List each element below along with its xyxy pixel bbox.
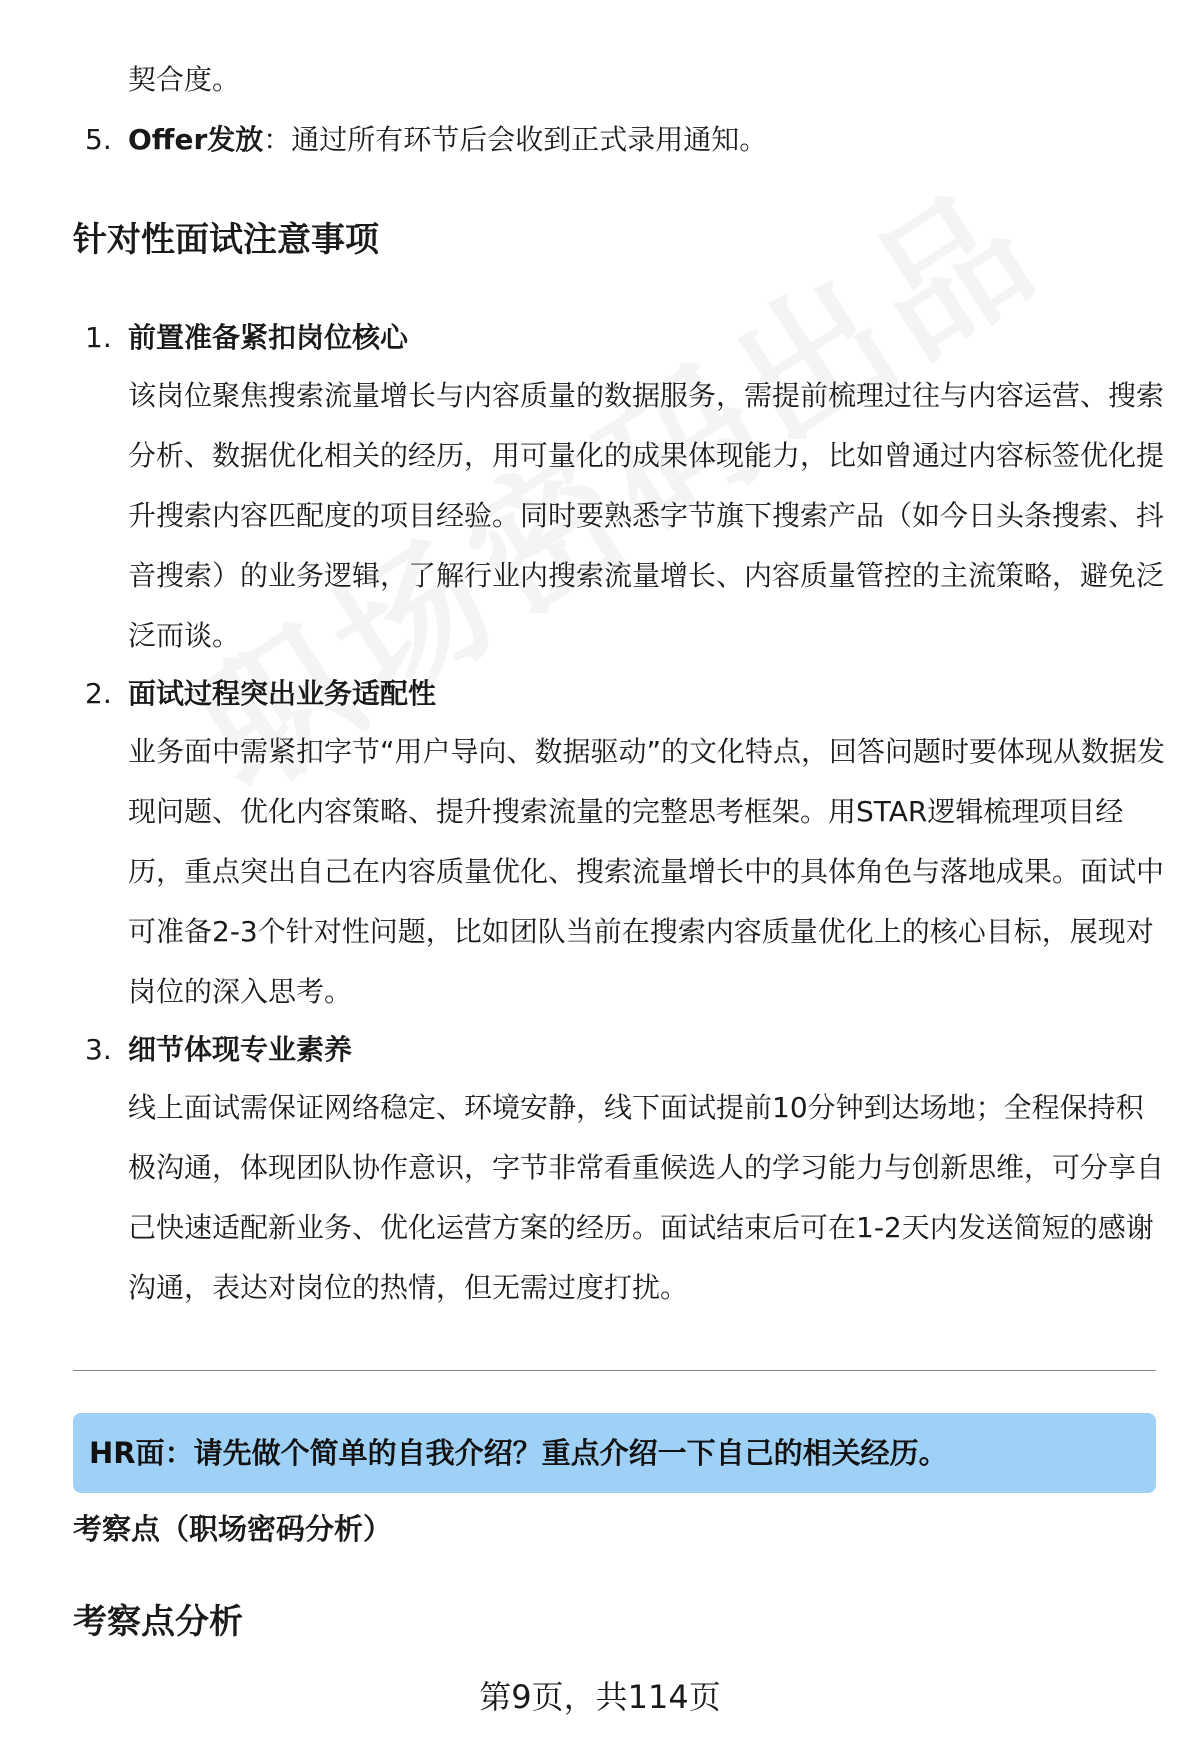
list-item-body: 业务面中需紧扣字节“用户导向、数据驱动”的文化特点，回答问题时要体现从数据发现问题、优化内容策略、提升搜索流量的完整思考框架。用STAR逻辑梳理项目经历，重点突出自己在内容质量优化、搜索流量增长中的具体角色与落地成果。面试中可准备2-3个针对性问题，比如团队当前在搜索内容质量优化上的核心目标，展现对岗位的深入思考。	[128, 735, 1166, 1008]
list-number: 5.	[85, 123, 112, 156]
list-item-text: ：通过所有环节后会收到正式录用通知。	[263, 123, 768, 156]
list-number: 3.	[85, 1033, 112, 1066]
list-item	[85, 1022, 1165, 1318]
section-heading-notes: 针对性面试注意事项	[73, 220, 379, 260]
horizontal-divider	[73, 1370, 1156, 1371]
notes-list	[85, 310, 1165, 1318]
list-item-title: 前置准备紧扣岗位核心	[128, 321, 409, 354]
examination-point-label: 考察点（职场密码分析）	[73, 1512, 393, 1546]
list-item-5	[85, 110, 767, 170]
hr-question-text: HR面：请先做个简单的自我介绍？重点介绍一下自己的相关经历。	[89, 1436, 948, 1470]
section-heading-analysis: 考察点分析	[73, 1602, 243, 1642]
list-item-body: 线上面试需保证网络稳定、环境安静，线下面试提前10分钟到达场地；全程保持积极沟通，体现团队协作意识，字节非常看重候选人的学习能力与创新思维，可分享自己快速适配新业务、优化运营方案的经历。面试结束后可在1-2天内发送简短的感谢沟通，表达对岗位的热情，但无需过度打扰。	[128, 1091, 1165, 1304]
list-number: 1.	[85, 321, 112, 354]
list-number: 2.	[85, 677, 112, 710]
continuation-text: 契合度。	[128, 63, 241, 96]
list-item	[85, 666, 1165, 1022]
page-footer: 第9页，共114页	[479, 1678, 721, 1716]
list-item	[85, 310, 1165, 666]
list-item-body: 该岗位聚焦搜索流量增长与内容质量的数据服务，需提前梳理过往与内容运营、搜索分析、数据优化相关的经历，用可量化的成果体现能力，比如曾通过内容标签优化提升搜索内容匹配度的项目经验。同时要熟悉字节旗下搜索产品（如今日头条搜索、抖音搜索）的业务逻辑，了解行业内搜索流量增长、内容质量管控的主流策略，避免泛泛而谈。	[128, 379, 1165, 652]
list-item-title: Offer发放	[128, 123, 264, 156]
hr-question-callout	[73, 1413, 1156, 1493]
list-item-title: 细节体现专业素养	[128, 1033, 353, 1066]
list-item-title: 面试过程突出业务适配性	[128, 677, 437, 710]
